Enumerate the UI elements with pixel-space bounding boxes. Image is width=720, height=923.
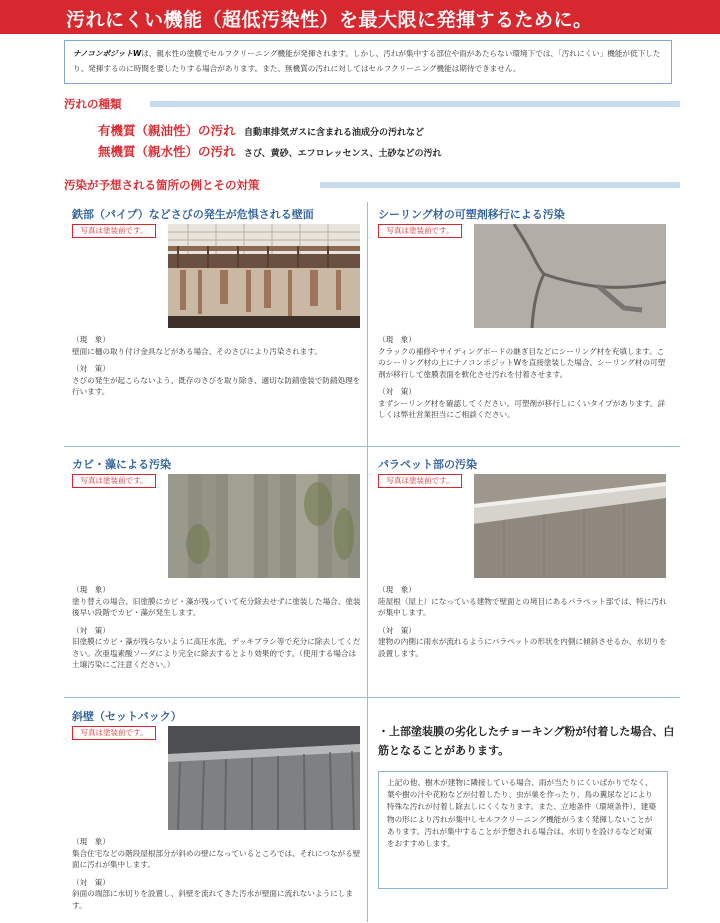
measure-text: まずシーリング材を確認してください。可塑剤が移行しにくいタイプがあります。詳しくは弊社営業担当にご相談ください。: [378, 398, 666, 419]
card-text-mold: [72, 584, 362, 671]
measure-text: 建物の内側に雨水が流れるようにパラペットの形状を内側に傾斜させるか、水切りを設置します。: [378, 637, 667, 658]
chalking-note-heading: ・上部塗装膜の劣化したチョーキング粉が付着した場合、白筋となることがあります。: [378, 725, 675, 757]
setback-wall-photo: [168, 726, 360, 830]
parapet-photo: [474, 474, 666, 578]
sealant-crack-photo: [474, 224, 666, 328]
card-title-setback: 斜壁（セットバック）: [72, 710, 182, 723]
stain-type-organic: [98, 120, 424, 138]
card-text-rust: [72, 334, 362, 398]
measure-text: 斜面の端部に水切りを設置し、斜壁を流れてきた汚水が壁面に流れないようにします。: [72, 889, 353, 910]
stain-types-heading-label: 汚れの種類: [64, 97, 122, 111]
card-title-parapet: パラペット部の汚染: [378, 458, 477, 471]
phenomenon-label: （現 象）: [378, 335, 416, 344]
photo-note-badge: 写真は塗装前です。: [72, 474, 156, 488]
section-rule: [320, 182, 680, 188]
intro-text: は、親水性の塗膜でセルフクリーニング機能が発揮されます。しかし、汚れが集中する部位や雨があたらない環境下では、「汚れにくい」機能が低下したり、発揮するのに時間を要したりする場合があります。また、無機質の汚れに対してはセルフクリーニング機能は期待できません。: [73, 49, 661, 73]
stain-type-inorganic: [98, 141, 442, 159]
phenomenon-text: 陸屋根（屋上）になっている建物で壁面との境目にあるパラペット部では、特に汚れが集中します。: [378, 596, 667, 617]
measure-text: 旧塗膜にカビ・藻が残らないように高圧水洗、デッキブラシ等で充分に除去してください。次亜塩素酸ソーダにより完全に除去するとより効果的です。（使用する場合は土壌汚染にご注意ください。）: [72, 637, 361, 669]
stain-type-desc: 自動車排気ガスに含まれる油成分の汚れなど: [244, 128, 425, 138]
examples-heading: [64, 177, 680, 193]
phenomenon-label: （現 象）: [72, 585, 110, 594]
stain-type-label: 有機質（親油性）の汚れ: [98, 123, 236, 138]
page-title: 汚れにくい機能（超低汚染性）を最大限に発揮するために。: [66, 9, 593, 31]
note-body: 上記の他、樹木が建物に隣接している場合、雨が当たりにくいばかりでなく、葉や樹の汁や花粉などが付着したり、虫が巣を作ったり、鳥の糞尿などにより特殊な汚れが付着し除去しにくくなります。また、立地条件（環境条件）、建築物の形により汚れが集中しセルフクリーニング機能がうまく発揮しないことがあります。汚れが集中することが予想される場合は、水切りを設けるなど対策をおすすめします。: [387, 778, 656, 849]
phenomenon-text: クラックの補修やサイディングボードの継ぎ目などにシーリング材を充填します。このシーリング材の上にナノコンポジットWを直接塗装した場合、シーリング材の可塑剤が移行して塗膜表面を軟化させ汚れを付着させます。: [378, 346, 666, 379]
phenomenon-text: 集合住宅などの階段屋根部分が斜めの壁になっているところでは、それにつながる壁面に汚れが集中します。: [72, 848, 361, 869]
column-divider: [367, 202, 368, 922]
measure-label: （対 策）: [72, 877, 110, 887]
stain-type-desc: さび、黄砂、エフロレッセンス、土砂などの汚れ: [244, 149, 442, 159]
photo-note-badge: 写真は塗装前です。: [378, 224, 462, 238]
photo-note-badge: 写真は塗装前です。: [72, 726, 156, 740]
intro-brand: ナノコンポジットW: [73, 49, 142, 58]
measure-label: （対 策）: [378, 625, 416, 635]
measure-label: （対 策）: [378, 387, 416, 396]
card-text-sealant: [378, 334, 668, 421]
mold-wall-photo: [168, 474, 360, 578]
row-divider: [64, 446, 680, 447]
row-divider: [64, 697, 680, 698]
rusty-balcony-photo: [168, 224, 360, 328]
stain-type-label: 無機質（親水性）の汚れ: [98, 144, 236, 159]
phenomenon-label: （現 象）: [72, 837, 110, 846]
card-text-setback: [72, 836, 362, 911]
examples-heading-label: 汚染が予想される箇所の例とその対策: [64, 178, 260, 192]
card-title-rust: 鉄部（パイプ）などさびの発生が危惧される壁面: [72, 208, 314, 221]
photo-note-badge: 写真は塗装前です。: [72, 224, 156, 238]
measure-label: （対 策）: [72, 625, 110, 635]
phenomenon-text: 壁面に樋の取り付け金具などがある場合、そのさびにより汚染されます。: [72, 346, 322, 356]
other-causes-note-box: [378, 771, 668, 889]
phenomenon-text: 塗り替えの場合、旧塗膜にカビ・藻が残っていて充分除去せずに塗装した場合、塗装後早い段階でカビ・藻が発生します。: [72, 596, 361, 617]
photo-note-badge: 写真は塗装前です。: [378, 474, 462, 488]
measure-text: さびの発生が起こらないよう、既存のさびを取り除き、適切な防錆塗装で防錆処理を行います。: [72, 375, 361, 396]
title-banner: [0, 0, 720, 34]
card-title-sealant: シーリング材の可塑剤移行による汚染: [378, 208, 565, 221]
intro-box: [64, 40, 672, 84]
phenomenon-label: （現 象）: [72, 335, 110, 344]
measure-label: （対 策）: [72, 364, 110, 373]
section-rule: [150, 101, 680, 107]
card-text-parapet: [378, 584, 668, 659]
stain-types-heading: [64, 96, 680, 112]
card-title-mold: カビ・藻による汚染: [72, 458, 171, 471]
phenomenon-label: （現 象）: [378, 585, 416, 594]
